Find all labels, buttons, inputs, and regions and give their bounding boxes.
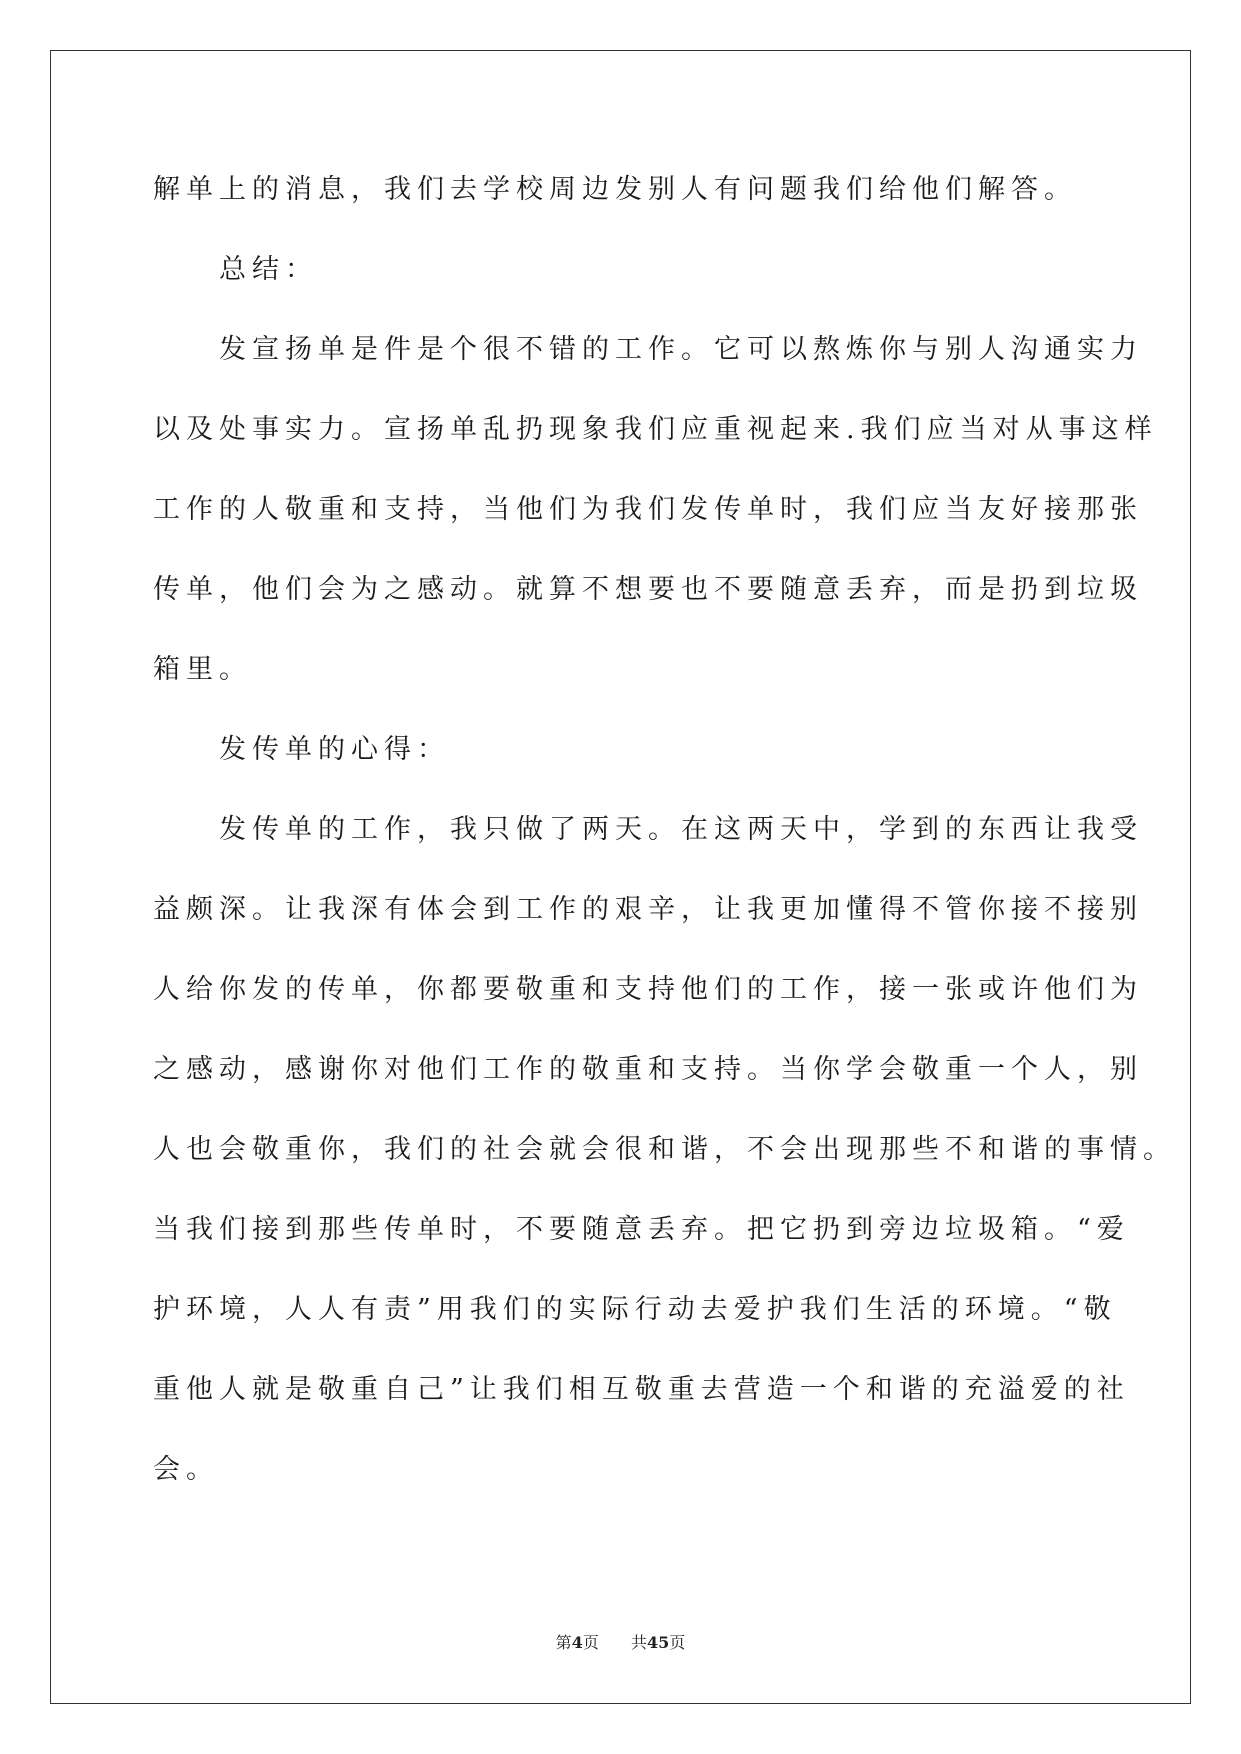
text-line: 箱里。 xyxy=(153,654,252,685)
section-heading: 发传单的心得： xyxy=(153,734,450,765)
page-footer xyxy=(0,1630,1241,1653)
page-prefix: 第 xyxy=(555,1633,572,1652)
total-suffix: 页 xyxy=(669,1633,686,1652)
text-line: 解单上的消息，我们去学校周边发别人有问题我们给他们解答。 xyxy=(153,174,1077,205)
section-heading: 总结： xyxy=(153,254,318,285)
text-line: 以及处事实力。宣扬单乱扔现象我们应重视起来.我们应当对从事这样 xyxy=(153,414,1158,445)
total-pages: 45 xyxy=(647,1633,670,1652)
text-line: 当我们接到那些传单时，不要随意丢弃。把它扔到旁边垃圾箱。“爱 xyxy=(153,1214,1130,1245)
page-number: 4 xyxy=(571,1633,583,1652)
text-line: 会。 xyxy=(153,1454,219,1485)
document-body xyxy=(153,150,1176,1510)
text-line: 传单，他们会为之感动。就算不想要也不要随意丢弃，而是扔到垃圾 xyxy=(153,574,1143,605)
text-line: 工作的人敬重和支持，当他们为我们发传单时，我们应当友好接那张 xyxy=(153,494,1143,525)
total-pages-indicator xyxy=(631,1630,685,1653)
text-line: 发传单的工作，我只做了两天。在这两天中，学到的东西让我受 xyxy=(153,814,1143,845)
text-line: 护环境，人人有责”用我们的实际行动去爱护我们生活的环境。“敬 xyxy=(153,1294,1117,1325)
total-prefix: 共 xyxy=(631,1633,648,1652)
text-line: 重他人就是敬重自己”让我们相互敬重去营造一个和谐的充溢爱的社 xyxy=(153,1374,1130,1405)
text-line: 发宣扬单是件是个很不错的工作。它可以熬炼你与别人沟通实力 xyxy=(153,334,1143,365)
text-line: 人也会敬重你，我们的社会就会很和谐，不会出现那些不和谐的事情。 xyxy=(153,1134,1176,1165)
page-indicator xyxy=(556,1630,599,1653)
text-line: 益颇深。让我深有体会到工作的艰辛，让我更加懂得不管你接不接别 xyxy=(153,894,1143,925)
text-line: 之感动，感谢你对他们工作的敬重和支持。当你学会敬重一个人，别 xyxy=(153,1054,1143,1085)
text-line: 人给你发的传单，你都要敬重和支持他们的工作，接一张或许他们为 xyxy=(153,974,1143,1005)
page-suffix: 页 xyxy=(582,1633,599,1652)
